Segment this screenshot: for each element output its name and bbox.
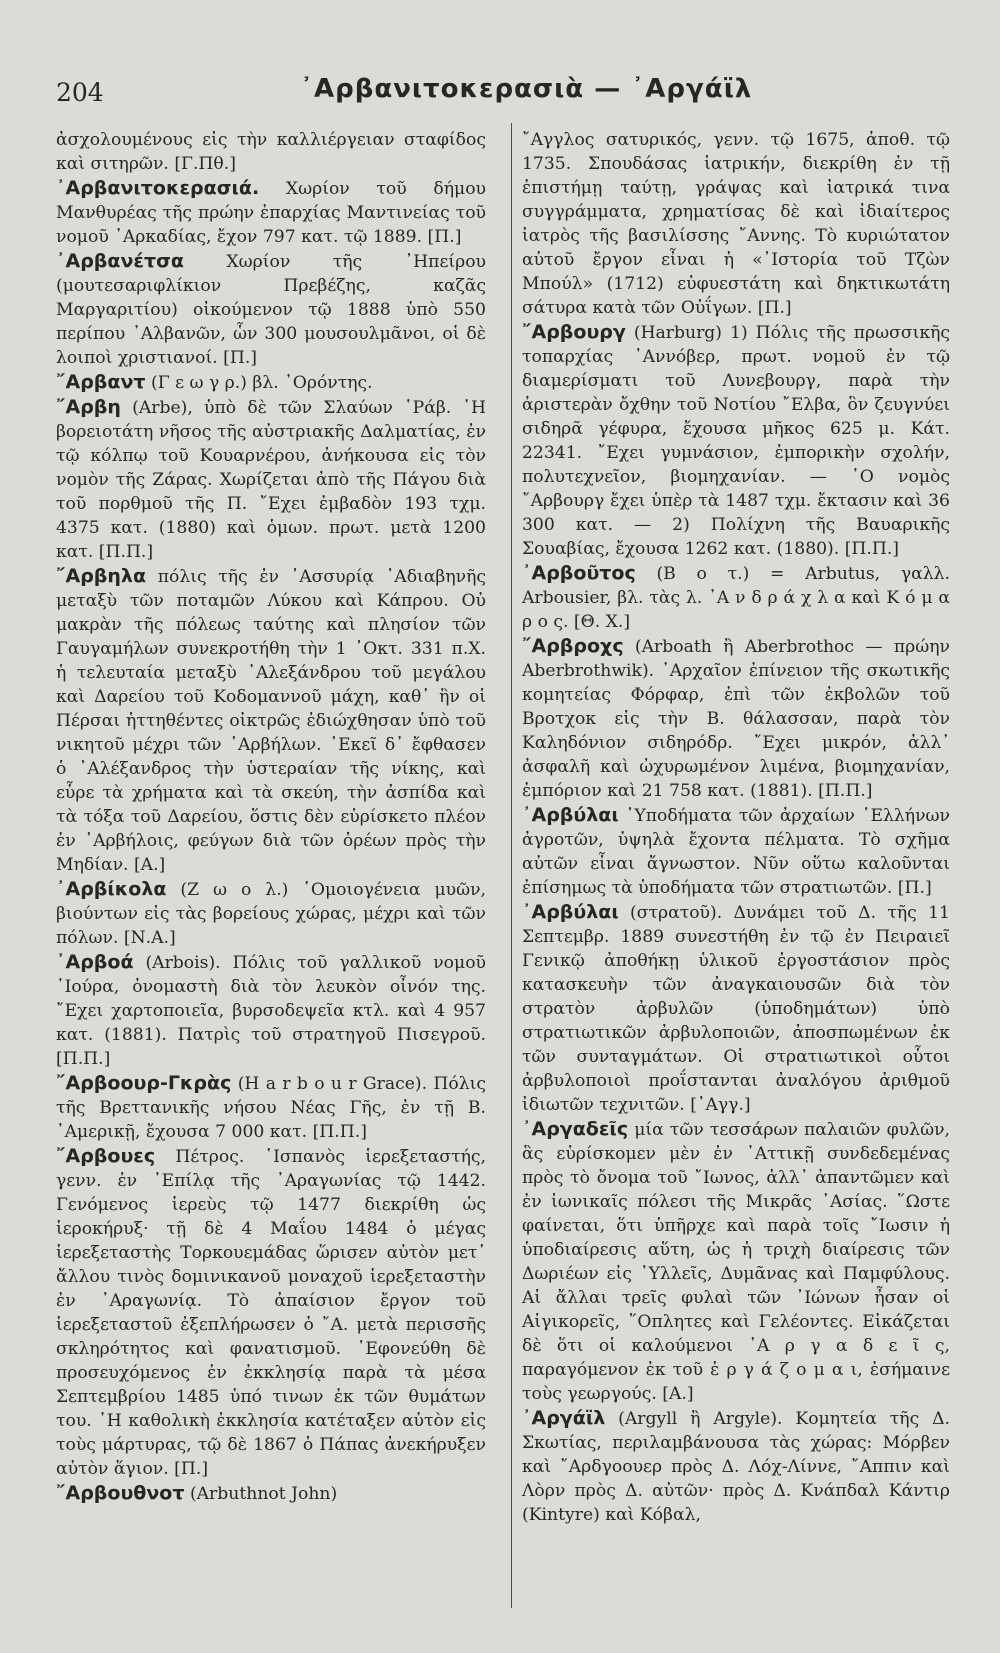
entry-text: ῎Αγγλος σατυρικός, γενν. τῷ 1675, ἀποθ. τῷ 1735. Σπουδάσας ἰατρικήν, διεκρίθη ἐν τῇ ἐπιστήμῃ ταύτῃ, γράψας καὶ ἰατρικά τινα συγγράμματα, χρηματίσας δὲ καὶ ἰδιαίτερος ἰατρὸς τῆς βασιλίσσης ῎Αννης. Τὸ κυριώτατον αὐτοῦ ἔργον εἶναι ἡ «᾿Ιστορία τοῦ Τζὼν Μπούλ» (1712) εὐφυεστάτη καὶ δηκτικωτάτη σάτυρα κατὰ τῶν Οὐΐγων. [Π.] [522, 130, 950, 318]
entry-text: (Harburg) 1) Πόλις τῆς πρωσσικῆς τοπαρχίας ῾Αννόβερ, πρωτ. νομοῦ ἐν τῷ διαμερίσματι τοῦ Λυνεβουργ, παρὰ τὴν ἀριστερὰν ὄχθην τοῦ Νοτίου ῎Ελβα, ὃν ζευγνύει σιδηρᾶ γέφυρα, ἔχουσα μῆκος 625 μ. Κάτ. 22341. ῎Εχει γυμνάσιον, ἐμπορικὴν σχολήν, πολυτεχνεῖον, βιομηχανίαν. — ῾Ο νομὸς ῎Αρβουργ ἔχει ὑπὲρ τὰ 1487 τχμ. ἔκτασιν καὶ 36 300 κατ. — 2) Πολίχνη τῆς Βαυαρικῆς Σουαβίας, ἔχουσα 1262 κατ. (1880). [Π.Π.] [522, 323, 950, 559]
dictionary-entry [56, 249, 486, 370]
dictionary-entry [522, 803, 950, 900]
entry-text: ῾Υποδήματα τῶν ἀρχαίων ῾Ελλήνων ἀγροτῶν, ὑψηλὰ ἔχοντα πέλματα. Τὸ σχῆμα αὐτῶν εἶναι ἄγνωστον. Νῦν οὕτω καλοῦνται ἐπίσημως τὰ ὑποδήματα τῶν στρατιωτῶν. [Π.] [522, 806, 950, 898]
dictionary-entry [56, 1481, 486, 1506]
dictionary-entry [522, 128, 950, 320]
entry-text: πόλις τῆς ἐν ᾿Ασσυρίᾳ ᾿Αδιαβηνῆς μεταξὺ τῶν ποταμῶν Λύκου καὶ Κάπρου. Οὐ μακρὰν τῆς πόλεως ταύτης καὶ πλησίον τῶν Γαυγαμήλων συνεκροτήθη τὴν 1 ᾿Οκτ. 331 π.Χ. ἡ τελευταία μεταξὺ ᾿Αλεξάνδρου τοῦ μεγάλου καὶ Δαρείου τοῦ Κοδομαννοῦ μάχη, καθ᾿ ἣν οἱ Πέρσαι ἡττηθέντες οἰκτρῶς ἐδιώχθησαν ὑπὸ τοῦ νικητοῦ μέχρι τῶν ᾿Αρβήλων. ᾿Εκεῖ δ᾿ ἔφθασεν ὁ ᾿Αλέξανδρος τὴν ὑστεραίαν τῆς νίκης, καὶ εὗρε τὰ χρήματα καὶ τὰ σκεύη, τὴν ἀσπίδα καὶ τὰ τόξα τοῦ Δαρείου, ὅστις δὲν εὑρίσκετο πλέον ἐν ᾿Αρβήλοις, φεύγων διὰ τῶν ὀρέων πρὸς τὴν Μηδίαν. [Α.] [56, 567, 486, 875]
running-title: ᾿Αρβανιτοκερασιὰ — ᾿Αργάϊλ [300, 74, 753, 104]
entry-text: (Γ ε ω γ ρ.) βλ. ᾿Ορόντης. [151, 373, 373, 393]
dictionary-entry [56, 370, 486, 395]
entry-headword: ῎Αρβροχς [522, 635, 624, 657]
dictionary-entry [522, 1117, 950, 1406]
entry-headword: ᾿Αργάϊλ [522, 1407, 606, 1429]
entry-headword: ᾿Αργαδεῖς [522, 1118, 629, 1140]
entry-text: (Arbois). Πόλις τοῦ γαλλικοῦ νομοῦ ᾿Ιούρα, ὀνομαστὴ διὰ τὸν λευκὸν οἶνόν της. ῎Εχει χαρτοποιεῖα, βυρσοδεψεῖα κτλ. καὶ 4 957 κατ. (1881). Πατρὶς τοῦ στρατηγοῦ Πισεγροῦ. [Π.Π.] [56, 953, 486, 1069]
dictionary-entry [56, 1144, 486, 1481]
entry-text: (Arbuthnot John) [189, 1484, 338, 1504]
entry-headword: ῎Αρβηλα [56, 565, 147, 587]
entry-headword: ῎Αρβη [56, 396, 121, 418]
entry-text: μία τῶν τεσσάρων παλαιῶν φυλῶν, ἃς εὑρίσκομεν μὲν ἐν ᾿Αττικῇ συνδεδεμένας πρὸς τὸ ὄνομα τοῦ ῎Ιωνος, ἀλλ᾿ ἀπαντῶμεν καὶ ἐν ἰωνικαῖς πόλεσι τῆς Μικρᾶς ᾿Ασίας. ῞Ωστε φαίνεται, ὅτι ὑπῆρχε καὶ παρὰ τοῖς ῎Ιωσιν ἡ ὑποδιαίρεσις αὕτη, ὡς ἡ τριχὴ διαίρεσις τῶν Δωριέων εἰς ῾Υλλεῖς, Δυμᾶνας καὶ Παμφύλους. Αἱ ἄλλαι τρεῖς φυλαὶ τῶν ᾿Ιώνων ἦσαν οἱ Αἰγικορεῖς, ῞Οπλητες καὶ Γελέοντες. Εἰκάζεται δὲ ὅτι οἱ καλούμενοι ᾿Α ρ γ α δ ε ῖ ς, παραγόμενον ἐκ τοῦ ἐ ρ γ ά ζ ο μ α ι, ἐσήμαινε τοὺς γεωργούς. [Α.] [522, 1120, 950, 1404]
dictionary-entry [56, 564, 486, 877]
dictionary-entry [522, 561, 950, 634]
dictionary-entry [56, 176, 486, 249]
page-number: 204 [56, 78, 104, 107]
entry-text: (H a r b o u r Grace). Πόλις τῆς Βρεττανικῆς νήσου Νέας Γῆς, ἐν τῇ Β. ᾿Αμερικῇ, ἔχουσα 7 000 κατ. [Π.Π.] [56, 1074, 486, 1142]
entry-headword: ᾿Αρβανέτσα [56, 250, 184, 272]
entry-text: (Arbe), ὑπὸ δὲ τῶν Σλαύων ῾Ράβ. ῾Η βορειοτάτη νῆσος τῆς αὐστριακῆς Δαλματίας, ἐν τῷ κόλπῳ τοῦ Κουαρνέρου, ἀνήκουσα εἰς τὸν νομὸν τῆς Ζάρας. Χωρίζεται ἀπὸ τῆς Πάγου διὰ τοῦ πορθμοῦ τῆς Π. ῎Εχει ἐμβαδὸν 193 τχμ. 4375 κατ. (1880) καὶ ὁμων. πρωτ. μετὰ 1200 κατ. [Π.Π.] [56, 398, 487, 562]
entry-headword: ῎Αρβουθνοτ [56, 1482, 185, 1504]
entry-text: Χωρίον τῆς ᾿Ηπείρου (μουτεσαριφλίκιον Πρεβέζης, καζᾶς Μαργαριτίου) οἰκούμενον τῷ 1888 ὑπὸ 550 περίπου ᾿Αλβανῶν, ὧν 300 μουσουλμᾶνοι, οἱ δὲ λοιποὶ χριστιανοί. [Π.] [56, 252, 486, 368]
entry-headword: ᾿Αρβοά [56, 951, 134, 973]
entry-headword: ῎Αρβοουρ-Γκρὰς [56, 1072, 232, 1094]
entry-text: (στρατοῦ). Δυνάμει τοῦ Δ. τῆς 11 Σεπτεμβρ. 1889 συνεστήθη ἐν τῷ ἐν Πειραιεῖ Γενικῷ ἀποθήκῃ ὑλικοῦ ἐργοστάσιον πρὸς κατασκευὴν τῶν ἀναγκαιουσῶν διὰ τὸν στρατὸν ἀρβυλῶν (ὑποδημάτων) ὑπὸ στρατιωτικῶν ἀρβυλοποιῶν, ἀποσπωμένων ἐκ τῶν συνταγμάτων. Οἱ στρατιωτικοὶ οὗτοι ἀρβυλοποιοὶ προΐστανται ἀναλόγου ἀριθμοῦ ἰδιωτῶν τεχνιτῶν. [᾿Αγγ.] [522, 903, 950, 1115]
entry-text: (Arboath ἢ Aberbrothoc — πρώην Aberbrothwik). ᾿Αρχαῖον ἐπίνειον τῆς σκωτικῆς κομητείας Φόρφαρ, ἐπὶ τῶν ἐκβολῶν τοῦ Βροτχοκ εἰς τὴν Β. θάλασσαν, παρὰ τὸν Καληδόνιον σιδηρόδρ. ῎Εχει μικρόν, ἀλλ᾿ ἀσφαλῆ καὶ ὠχυρωμένον λιμένα, βιομηχανίαν, ἐμπόριον καὶ 21 758 κατ. (1881). [Π.Π.] [522, 637, 950, 801]
entry-headword: ᾿Αρβύλαι [522, 804, 619, 826]
entry-text: (Argyll ἢ Argyle). Κομητεία τῆς Δ. Σκωτίας, περιλαμβάνουσα τὰς χώρας: Μόρβεν καὶ ῎Αρδγοουερ πρὸς Δ. Λόχ-Λίννε, ῎Αππιν καὶ Λὸρν πρὸς Δ. αὐτῶν· πρὸς Δ. Κνάπδαλ Κάντιρ (Kintyre) καὶ Κόβαλ, [522, 1409, 950, 1525]
column-divider [511, 123, 512, 1608]
dictionary-entry [56, 877, 486, 950]
dictionary-entry [522, 320, 950, 561]
entry-text: Χωρίον τοῦ δήμου Μανθυρέας τῆς πρώην ἐπαρχίας Μαντινείας τοῦ νομοῦ ᾿Αρκαδίας, ἔχον 797 κατ. τῷ 1889. [Π.] [56, 179, 486, 247]
dictionary-entry [522, 1406, 950, 1527]
entry-headword: ᾿Αρβοῦτος [522, 562, 636, 584]
entry-headword: ᾿Αρβίκολα [56, 878, 167, 900]
entry-text: (Ζ ω ο λ.) ῾Ομοιογένεια μυῶν, βιούντων εἰς τὰς βορείους χώρας, μέχρι καὶ τῶν πόλων. [Ν.Α.] [56, 880, 486, 948]
entry-headword: ῎Αρβουες [56, 1145, 156, 1167]
dictionary-entry [56, 128, 486, 176]
dictionary-entry [522, 634, 950, 803]
entry-headword: ῎Αρβουργ [522, 321, 626, 343]
entry-text: ἀσχολουμένους εἰς τὴν καλλιέργειαν σταφίδος καὶ σιτηρῶν. [Γ.Πθ.] [56, 130, 486, 174]
left-column [56, 128, 486, 1506]
dictionary-entry [56, 950, 486, 1071]
page-header [0, 64, 1000, 124]
entry-text: (Β ο τ.) = Arbutus, γαλλ. Arbousier, βλ. τὰς λ. ᾿Α ν δ ρ ά χ λ α καὶ Κ ό μ α ρ ο ς. [Θ. Χ.] [522, 564, 950, 632]
right-column [522, 128, 950, 1527]
entry-headword: ᾿Αρβανιτοκερασιά. [56, 177, 260, 199]
dictionary-entry [56, 395, 486, 564]
dictionary-entry [56, 1071, 486, 1144]
dictionary-entry [522, 900, 950, 1117]
entry-headword: ῎Αρβαντ [56, 371, 146, 393]
entry-text: Πέτρος. ῾Ισπανὸς ἱερεξεταστής, γενν. ἐν ᾿Επίλᾳ τῆς ᾿Αραγωνίας τῷ 1442. Γενόμενος ἱερεὺς τῷ 1477 διεκρίθη ὡς ἱεροκήρυξ· τῇ δὲ 4 Μαΐου 1484 ὁ μέγας ἱερεξεταστὴς Τορκουεμάδας ὥρισεν αὐτὸν μετ᾿ ἄλλου τινὸς δομινικανοῦ μοναχοῦ ἱερεξεταστὴν ἐν ᾿Αραγωνίᾳ. Τὸ ἀπαίσιον ἔργον τοῦ ἱερεξεταστοῦ ἐξεπλήρωσεν ὁ ῎Α. μετὰ περισσῆς σκληρότητος καὶ φανατισμοῦ. ᾿Εφονεύθη δὲ προσευχόμενος ἐν ἐκκλησίᾳ παρὰ τὰ μέσα Σεπτεμβρίου 1485 ὑπό τινων ἐκ τῶν θυμάτων του. ῾Η καθολικὴ ἐκκλησία κατέταξεν αὐτὸν εἰς τοὺς μάρτυρας, τῷ δὲ 1867 ὁ Πάπας ἀνεκήρυξεν αὐτὸν ἅγιον. [Π.] [56, 1147, 486, 1479]
entry-headword: ᾿Αρβύλαι [522, 901, 619, 923]
